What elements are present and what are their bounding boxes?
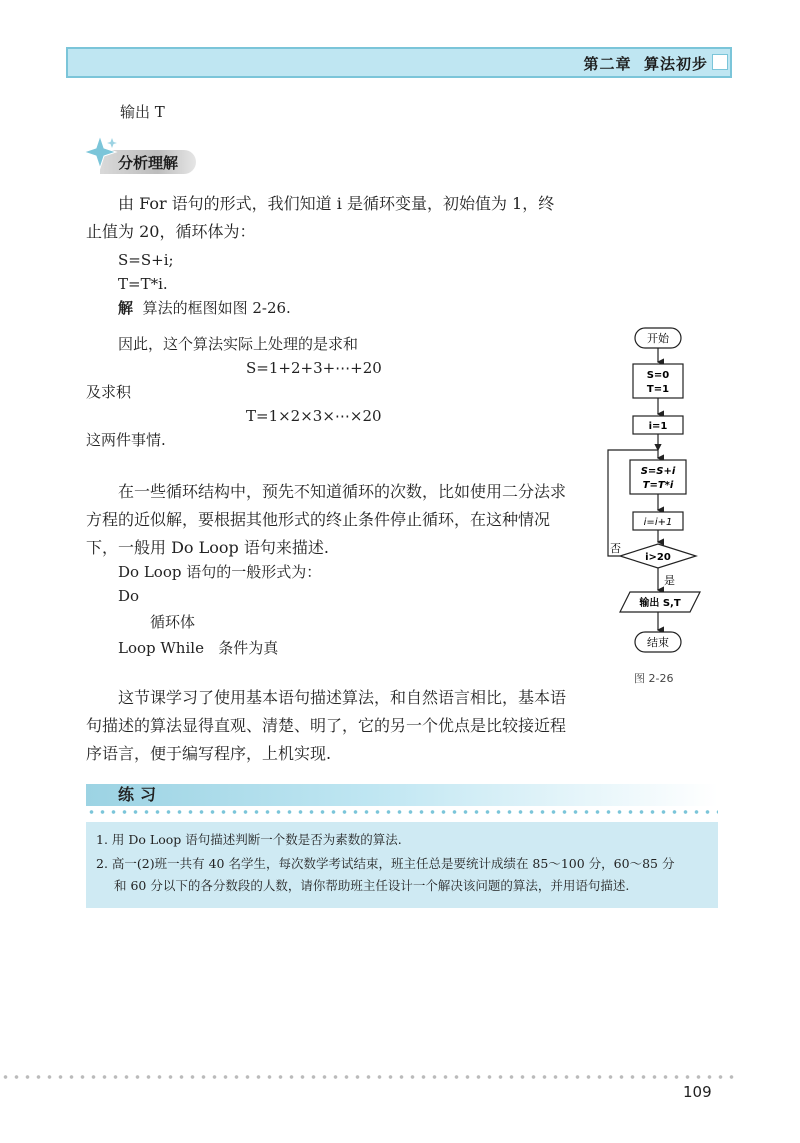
- figure-caption: 图 2-26: [634, 672, 674, 685]
- flow-no-label: 否: [610, 542, 621, 555]
- flow-incr: i=i+1: [643, 517, 673, 528]
- flow-body-s: S=S+i: [640, 466, 676, 477]
- flow-yes-label: 是: [664, 574, 675, 587]
- therefore-line: 因此，这个算法实际上处理的是求和: [118, 335, 359, 353]
- analysis-badge: 分析理解: [118, 154, 179, 172]
- exercise-item-2-line-2: 和 60 分以下的各分数段的人数，请你帮助班主任设计一个解决该问题的算法，并用语句描述.: [114, 878, 630, 893]
- do-loop-paragraph: 在一些循环结构中，预先不知道循环的次数，比如使用二分法求方程的近似解，要根据其他形式的终止条件停止循环，在这种情况下，一般用 Do Loop 语句来描述.: [86, 482, 567, 557]
- exercise-item-1: 1. 用 Do Loop 语句描述判断一个数是否为素数的算法.: [96, 832, 402, 847]
- summary-paragraph: 这节课学习了使用基本语句描述算法，和自然语言相比，基本语句描述的算法显得直观、清楚、明了，它的另一个优点是比较接近程序语言，便于编写程序，上机实现.: [86, 688, 567, 763]
- solution-label: 解: [118, 299, 134, 317]
- formula-product: T=1×2×3×⋯×20: [246, 407, 382, 425]
- and-product-line: 及求积: [86, 383, 132, 401]
- chapter-number: 第二章: [583, 55, 632, 73]
- output-line: 输出 T: [120, 103, 165, 121]
- exercise-title: 练习: [118, 785, 163, 804]
- exercise-dot-divider: [86, 810, 718, 814]
- flow-init-t: T=1: [646, 384, 670, 395]
- flow-body-t: T=T*i: [642, 480, 674, 491]
- flowchart-figure: [600, 320, 730, 665]
- loop-line-2: T=T*i.: [118, 275, 168, 293]
- flow-condition: i>20: [645, 552, 671, 563]
- sparkle-icon: [82, 134, 118, 170]
- loop-condition: 条件为真: [218, 639, 279, 657]
- chapter-title: 算法初步: [643, 55, 708, 73]
- analysis-paragraph: 由 For 语句的形式，我们知道 i 是循环变量，初始值为 1，终止值为 20，循环体为：: [86, 194, 555, 241]
- header-corner-box: [712, 54, 728, 70]
- loop-while-keyword: Loop While: [118, 639, 204, 657]
- flow-end-label: 结束: [647, 636, 669, 649]
- loop-line-1: S=S+i;: [118, 251, 174, 269]
- loop-body-label: 循环体: [150, 613, 196, 631]
- flow-start-label: 开始: [647, 332, 669, 345]
- two-things-line: 这两件事情.: [86, 431, 166, 449]
- exercise-item-2-line-1: 2. 高一(2)班一共有 40 名学生，每次数学考试结束，班主任总是要统计成绩在 85～100 分，60～85 分: [96, 856, 675, 871]
- exercise-title-band: [86, 784, 718, 806]
- formula-sum: S=1+2+3+⋯+20: [246, 359, 382, 377]
- running-header: [584, 53, 708, 74]
- loop-while-line: [118, 636, 278, 660]
- page-number: 109: [683, 1083, 712, 1101]
- footer-dot-divider: [0, 1075, 740, 1079]
- flow-output: 输出 S,T: [639, 598, 681, 609]
- do-keyword: Do: [118, 587, 140, 605]
- flow-i-init: i=1: [648, 421, 668, 432]
- general-form-line: Do Loop 语句的一般形式为：: [118, 563, 322, 581]
- solution-line: [118, 296, 291, 320]
- flow-init-s: S=0: [646, 370, 670, 381]
- solution-text: 算法的框图如图 2-26.: [142, 299, 291, 317]
